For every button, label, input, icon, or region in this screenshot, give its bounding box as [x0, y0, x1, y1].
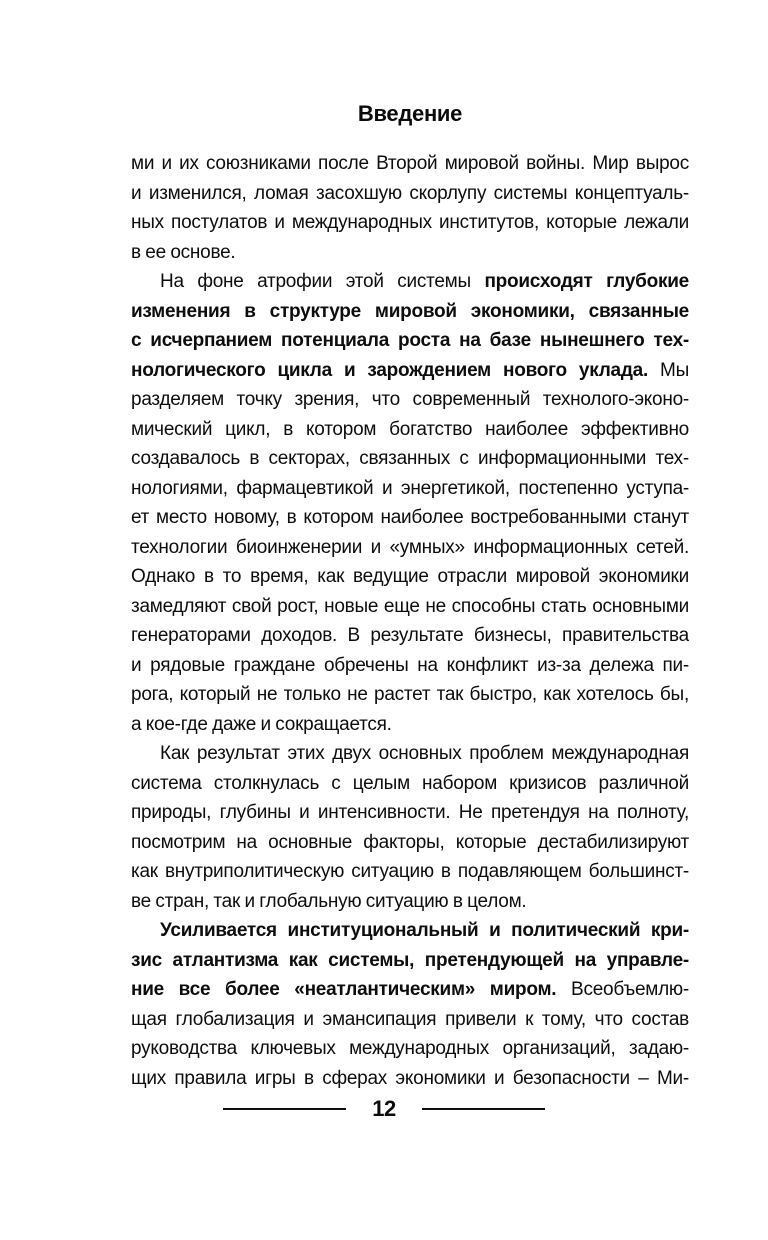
text-line	[131, 1005, 689, 1035]
text-body	[131, 149, 689, 1093]
bold-text-segment: нологического цикла и зарождением нового уклада.	[131, 359, 648, 381]
text-line	[131, 149, 689, 179]
text-segment: как внутриполитическую ситуацию в подавляющем большинст-	[131, 861, 689, 882]
text-line	[131, 887, 689, 917]
bold-text-segment: зис атлантизма как системы, претендующей на управле-	[131, 949, 689, 971]
text-segment: система столкнулась с целым набором кризисов различной	[131, 772, 689, 794]
text-line	[131, 415, 689, 445]
chapter-title: Введение	[357, 101, 463, 126]
bold-text-segment: Усиливается институциональный и политический кри-	[160, 920, 689, 941]
text-segment: посмотрим на основные факторы, которые дестабилизируют	[131, 831, 689, 853]
text-line	[131, 798, 689, 828]
text-line	[131, 857, 689, 887]
text-segment: рога, который не только не растет так быстро, как хотелось бы,	[131, 684, 689, 705]
text-segment: замедляют свой рост, новые еще не способны стать основными	[131, 595, 689, 617]
text-line	[131, 297, 689, 327]
text-segment: природы, глубины и интенсивности. Не претендуя на полноту,	[131, 802, 689, 823]
text-line	[131, 503, 689, 533]
text-segment: ных постулатов и международных институтов, которые лежали	[131, 212, 689, 233]
text-line	[131, 975, 689, 1005]
text-line	[131, 680, 689, 710]
text-line	[131, 1034, 689, 1064]
text-segment: а кое-где даже и сокращается.	[131, 713, 392, 735]
text-segment: нологиями, фармацевтикой и энергетикой, постепенно уступа-	[131, 477, 689, 499]
bold-text-segment: происходят глубокие	[484, 271, 689, 292]
text-segment: в ее основе.	[131, 241, 236, 263]
paragraph	[131, 267, 689, 739]
text-segment: генераторами доходов. В результате бизнесы, правительства	[131, 625, 689, 646]
text-segment: щая глобализация и эмансипация привели к тому, что состав	[131, 1008, 689, 1030]
page-number: 12	[372, 1096, 396, 1121]
text-segment: На фоне атрофии этой системы	[160, 271, 485, 292]
text-line	[131, 267, 689, 297]
text-line	[131, 385, 689, 415]
text-line	[131, 179, 689, 209]
text-segment: и изменился, ломая засохшую скорлупу системы концептуаль-	[131, 182, 689, 204]
text-line	[131, 739, 689, 769]
text-segment: Мы	[648, 359, 689, 381]
text-segment: создавалось в секторах, связанных с информационными тех-	[131, 448, 689, 469]
text-segment: Однако в то время, как ведущие отрасли мировой экономики	[131, 566, 689, 587]
text-segment: технологии биоинженерии и «умных» информационных сетей.	[131, 536, 689, 558]
text-line	[131, 651, 689, 681]
paragraph	[131, 739, 689, 916]
text-line	[131, 621, 689, 651]
text-line	[131, 946, 689, 976]
bold-text-segment: ние все более «неатлантическим» миром.	[131, 979, 557, 1000]
paragraph	[131, 149, 689, 267]
text-line	[131, 208, 689, 238]
text-segment: разделяем точку зрения, что современный технолого-эконо-	[131, 389, 689, 410]
text-line	[131, 1064, 689, 1094]
footer-rule-left	[223, 1108, 346, 1110]
text-line	[131, 592, 689, 622]
text-line	[131, 326, 689, 356]
page-footer	[0, 1098, 768, 1120]
text-line	[131, 533, 689, 563]
bold-text-segment: изменения в структуре мировой экономики, связанные	[131, 300, 689, 322]
text-line	[131, 474, 689, 504]
text-line	[131, 238, 689, 268]
text-line	[131, 710, 689, 740]
text-line	[131, 769, 689, 799]
text-segment: и рядовые граждане обречены на конфликт из-за дележа пи-	[131, 654, 689, 676]
text-segment: щих правила игры в сферах экономики и безопасности – Ми-	[131, 1067, 689, 1089]
text-line	[131, 828, 689, 858]
text-segment: Всеобъемлю-	[556, 979, 689, 1000]
text-line	[131, 916, 689, 946]
paragraph	[131, 916, 689, 1093]
text-segment: руководства ключевых международных организаций, задаю-	[131, 1038, 689, 1059]
text-segment: ве стран, так и глобальную ситуацию в целом.	[131, 890, 527, 912]
text-line	[131, 356, 689, 386]
text-line	[131, 444, 689, 474]
text-segment: ет место новому, в котором наиболее востребованными станут	[131, 507, 689, 528]
bold-text-segment: с исчерпанием потенциала роста на базе нынешнего тех-	[131, 330, 689, 351]
text-segment: мический цикл, в котором богатство наиболее эффективно	[131, 418, 689, 440]
text-line	[131, 562, 689, 592]
text-segment: ми и их союзниками после Второй мировой войны. Мир вырос	[131, 153, 689, 174]
text-segment: Как результат этих двух основных проблем международная	[160, 743, 689, 764]
footer-rule-right	[422, 1108, 545, 1110]
